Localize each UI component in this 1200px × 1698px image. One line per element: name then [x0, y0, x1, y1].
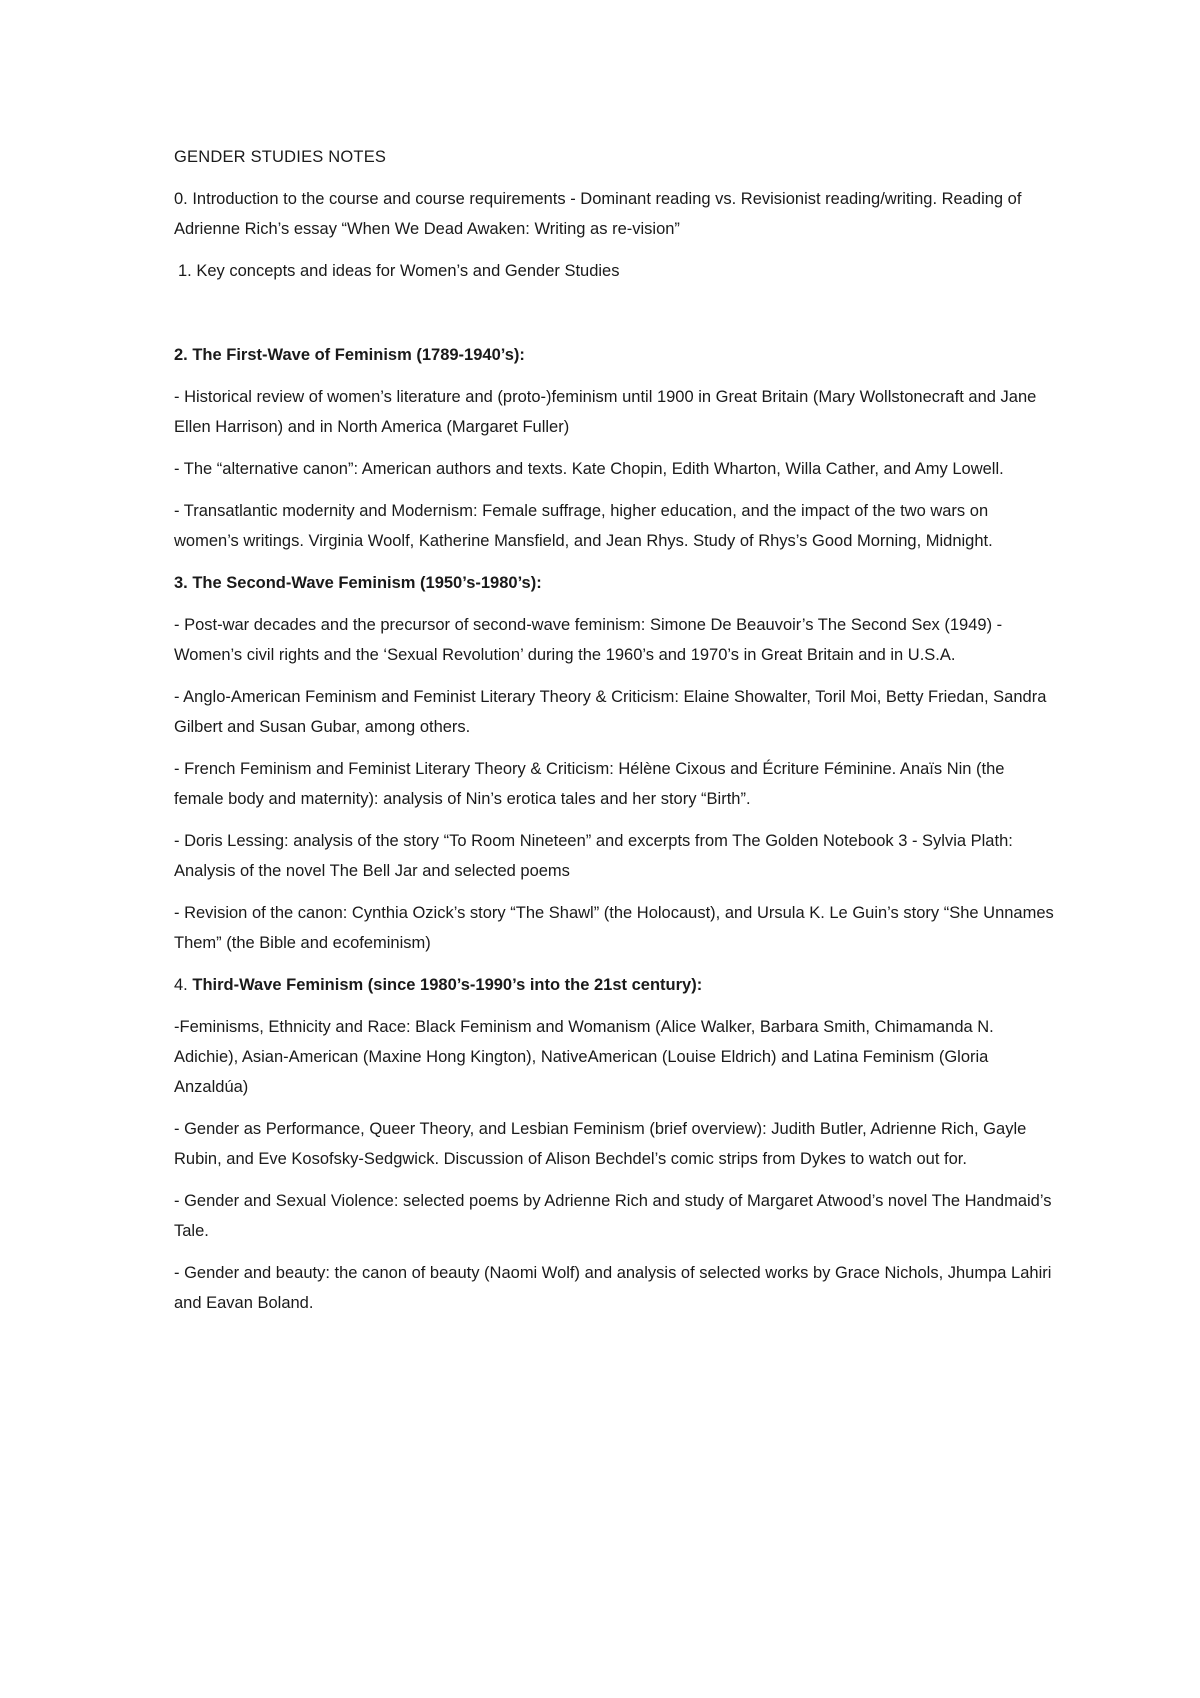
section-4-item: -Feminisms, Ethnicity and Race: Black Feminism and Womanism (Alice Walker, Barbara Smith, Chimamanda N. Adichie), Asian-American (Maxine Hong Kington), NativeAmerican (Louise Eldrich) and Latina Feminism (Gloria Anzaldúa)	[174, 1018, 994, 1096]
section-2-item: - Historical review of women’s literature and (proto-)feminism until 1900 in Great Britain (Mary Wollstonecraft and Jane Ellen Harrison) and in North America (Margaret Fuller)	[174, 388, 1037, 436]
section-3-item: - French Feminism and Feminist Literary Theory & Criticism: Hélène Cixous and Écriture Féminine. Anaïs Nin (the female body and maternity): analysis of Nin’s erotica tales and her story “Birth”.	[174, 760, 1005, 808]
section-4-heading	[174, 970, 1054, 1000]
document-page	[174, 142, 1054, 1330]
section-2-item: - Transatlantic modernity and Modernism: Female suffrage, higher education, and the impact of the two wars on women’s writings. Virginia Woolf, Katherine Mansfield, and Jean Rhys. Study of Rhys’s Good Morning, Midnight.	[174, 502, 993, 550]
section-4-item: - Gender and beauty: the canon of beauty (Naomi Wolf) and analysis of selected works by Grace Nichols, Jhumpa Lahiri and Eavan Boland.	[174, 1264, 1052, 1312]
section-2-heading: 2. The First-Wave of Feminism (1789-1940’s):	[174, 346, 525, 364]
section-4-number: 4.	[174, 976, 193, 994]
section-4-item: - Gender and Sexual Violence: selected poems by Adrienne Rich and study of Margaret Atwood’s novel The Handmaid’s Tale.	[174, 1192, 1052, 1240]
section-4-item: - Gender as Performance, Queer Theory, and Lesbian Feminism (brief overview): Judith Butler, Adrienne Rich, Gayle Rubin, and Eve Kosofsky-Sedgwick. Discussion of Alison Bechdel’s comic strips from Dykes to watch out for.	[174, 1120, 1027, 1168]
section-3-item: - Anglo-American Feminism and Feminist Literary Theory & Criticism: Elaine Showalter, Toril Moi, Betty Friedan, Sandra Gilbert and Susan Gubar, among others.	[174, 688, 1047, 736]
section-3-item: - Doris Lessing: analysis of the story “To Room Nineteen” and excerpts from The Golden Notebook 3 - Sylvia Plath: Analysis of the novel The Bell Jar and selected poems	[174, 832, 1013, 880]
section-3-item: - Revision of the canon: Cynthia Ozick’s story “The Shawl” (the Holocaust), and Ursula K. Le Guin’s story “She Unnames Them” (the Bible and ecofeminism)	[174, 904, 1054, 952]
section-4-title: Third-Wave Feminism (since 1980’s-1990’s into the 21st century):	[192, 976, 703, 994]
document-title: GENDER STUDIES NOTES	[174, 148, 387, 166]
intro-paragraph: 0. Introduction to the course and course requirements - Dominant reading vs. Revisionist reading/writing. Reading of Adrienne Rich’s essay “When We Dead Awaken: Writing as re-vision”	[174, 190, 1022, 238]
section-2-item: - The “alternative canon”: American authors and texts. Kate Chopin, Edith Wharton, Willa Cather, and Amy Lowell.	[174, 460, 1004, 478]
blank-space	[174, 298, 1054, 340]
section-3-item: - Post-war decades and the precursor of second-wave feminism: Simone De Beauvoir’s The Second Sex (1949) - Women’s civil rights and the ‘Sexual Revolution’ during the 1960’s and 1970’s in Great Britain and in U.S.A.	[174, 616, 1003, 664]
section-3-heading: 3. The Second-Wave Feminism (1950’s-1980’s):	[174, 574, 542, 592]
section-1-heading: 1. Key concepts and ideas for Women’s and Gender Studies	[178, 262, 620, 280]
